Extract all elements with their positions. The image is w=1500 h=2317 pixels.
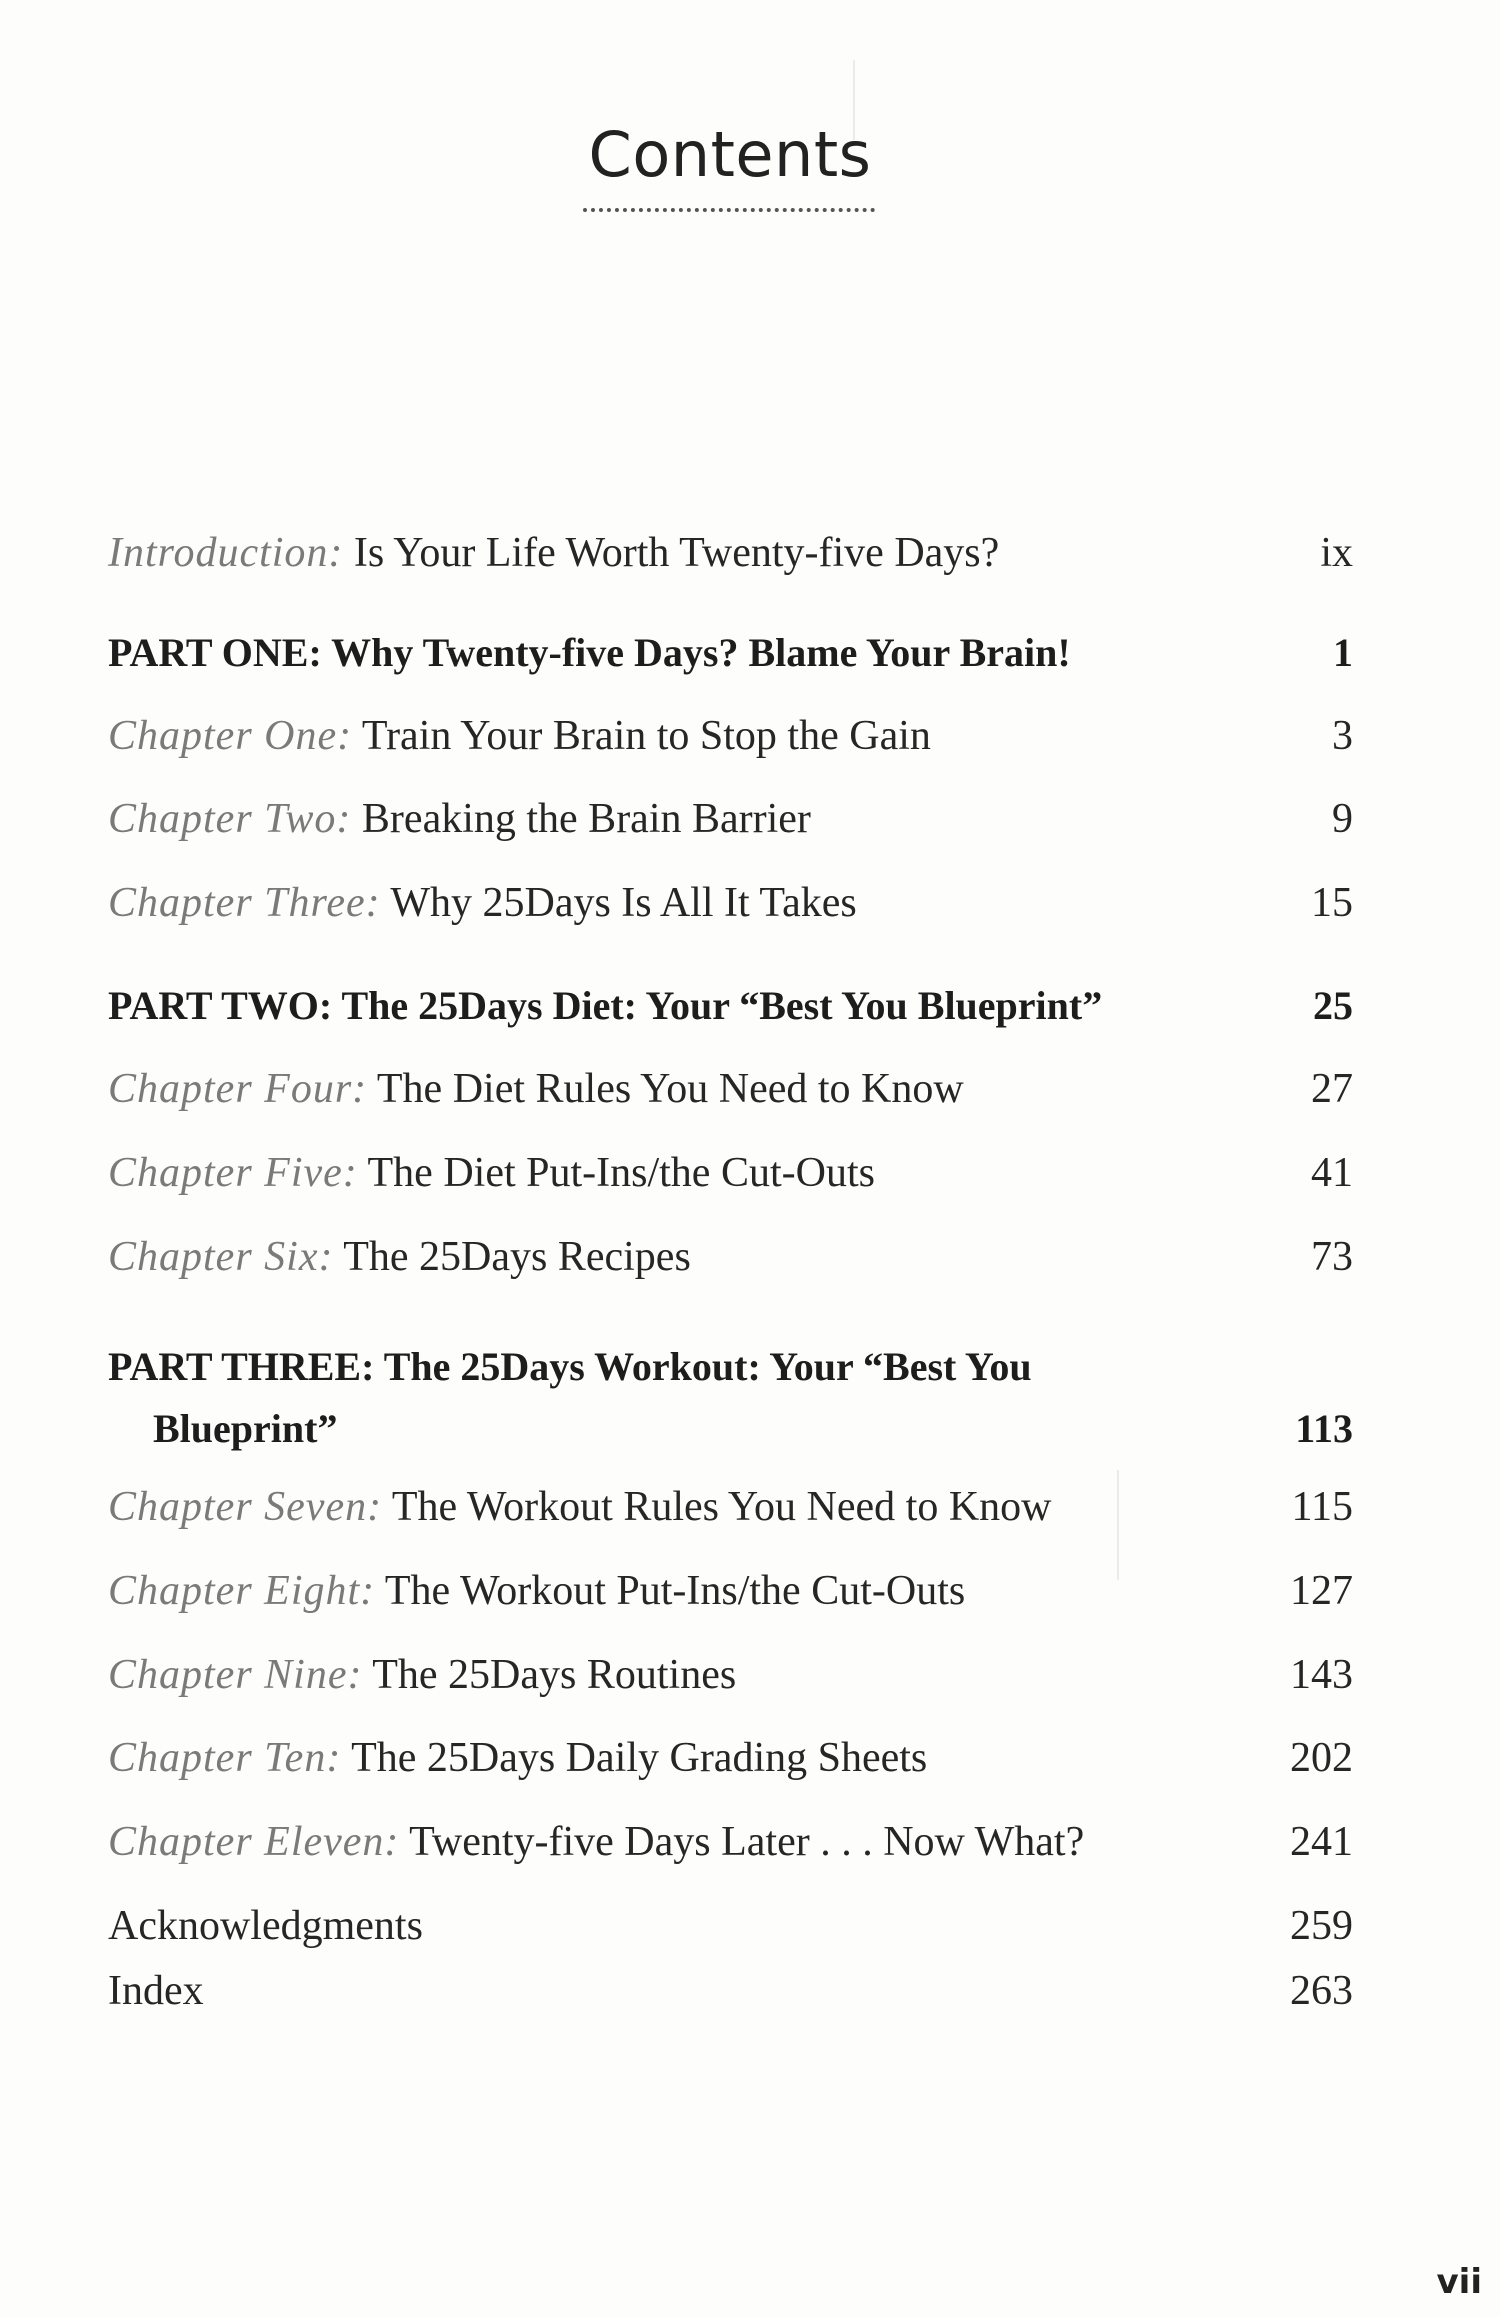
entry-page-number: 259 — [1290, 1903, 1353, 1949]
entry-page-number: 41 — [1311, 1150, 1353, 1196]
toc-part-two[interactable] — [108, 980, 1353, 1032]
entry-label: Introduction: — [108, 530, 344, 576]
entry-page-number: 241 — [1290, 1819, 1353, 1865]
entry-title: The Workout Rules You Need to Know — [391, 1484, 1052, 1530]
entry-title: The Diet Put-Ins/the Cut-Outs — [367, 1150, 875, 1196]
entry-title: The 25Days Recipes — [343, 1234, 691, 1280]
entry-label: Chapter Six: — [108, 1234, 334, 1280]
part-title: PART ONE: Why Twenty-five Days? Blame Your Brain! — [108, 630, 1071, 675]
part-title: PART TWO: The 25Days Diet: Your “Best You Blueprint” — [108, 983, 1103, 1028]
title-dotted-rule — [583, 208, 875, 212]
entry-label: Chapter One: — [108, 713, 353, 759]
entry-label: Chapter Seven: — [108, 1484, 383, 1530]
entry-page-number: 73 — [1311, 1234, 1353, 1280]
entry-page-number: 143 — [1290, 1652, 1353, 1698]
toc-part-three[interactable] — [108, 1336, 1353, 1460]
part-page-number: 25 — [1313, 983, 1353, 1028]
entry-label: Chapter Ten: — [108, 1735, 342, 1781]
entry-title: Index — [108, 1968, 204, 2014]
entry-title: The Diet Rules You Need to Know — [376, 1066, 964, 1112]
entry-label: Chapter Eleven: — [108, 1819, 400, 1865]
entry-page-number: 115 — [1291, 1484, 1353, 1530]
part-title-line-1: PART THREE: The 25Days Workout: Your “Best You — [108, 1344, 1032, 1389]
toc-entry-chapter-four[interactable] — [108, 1063, 1353, 1115]
toc-entry-chapter-nine[interactable] — [108, 1649, 1353, 1701]
entry-page-number: 202 — [1290, 1735, 1353, 1781]
part-page-number: 113 — [1295, 1406, 1353, 1451]
entry-title: The Workout Put-Ins/the Cut-Outs — [384, 1568, 966, 1614]
page-title: Contents — [588, 118, 872, 191]
toc-entry-chapter-two[interactable] — [108, 793, 1353, 845]
entry-label: Chapter Four: — [108, 1066, 368, 1112]
entry-page-number: 15 — [1311, 880, 1353, 926]
toc-entry-index[interactable] — [108, 1965, 1353, 2017]
entry-title: The 25Days Daily Grading Sheets — [351, 1735, 928, 1781]
entry-label: Chapter Two: — [108, 796, 352, 842]
entry-page-number: 127 — [1290, 1568, 1353, 1614]
part-title-line-2: Blueprint” — [153, 1406, 338, 1451]
entry-title: The 25Days Routines — [372, 1652, 737, 1698]
toc-entry-acknowledgments[interactable] — [108, 1900, 1353, 1952]
toc-entry-chapter-eight[interactable] — [108, 1565, 1353, 1617]
part-page-number: 1 — [1333, 630, 1353, 675]
entry-page-number: 263 — [1290, 1968, 1353, 2014]
entry-page-number: 9 — [1332, 796, 1353, 842]
entry-label: Chapter Five: — [108, 1150, 358, 1196]
toc-part-one[interactable] — [108, 627, 1353, 679]
toc-entry-chapter-seven[interactable] — [108, 1481, 1353, 1533]
toc-entry-chapter-eleven[interactable] — [108, 1816, 1353, 1868]
toc-entry-introduction[interactable] — [108, 527, 1353, 579]
entry-title: Twenty-five Days Later . . . Now What? — [409, 1819, 1085, 1865]
toc-entry-chapter-six[interactable] — [108, 1231, 1353, 1283]
entry-label: Chapter Nine: — [108, 1652, 363, 1698]
page-folio: vii — [1436, 2262, 1482, 2302]
entry-page-number: 3 — [1332, 713, 1353, 759]
entry-page-number: 27 — [1311, 1066, 1353, 1112]
entry-title: Breaking the Brain Barrier — [361, 796, 811, 842]
entry-title: Train Your Brain to Stop the Gain — [361, 713, 931, 759]
toc-entry-chapter-three[interactable] — [108, 877, 1353, 929]
entry-label: Chapter Three: — [108, 880, 381, 926]
toc-entry-chapter-five[interactable] — [108, 1147, 1353, 1199]
toc-entry-chapter-ten[interactable] — [108, 1732, 1353, 1784]
entry-title: Acknowledgments — [108, 1903, 423, 1949]
entry-title: Is Your Life Worth Twenty-five Days? — [353, 530, 1000, 576]
entry-title: Why 25Days Is All It Takes — [390, 880, 857, 926]
toc-entry-chapter-one[interactable] — [108, 710, 1353, 762]
entry-label: Chapter Eight: — [108, 1568, 376, 1614]
entry-page-number: ix — [1320, 530, 1353, 576]
